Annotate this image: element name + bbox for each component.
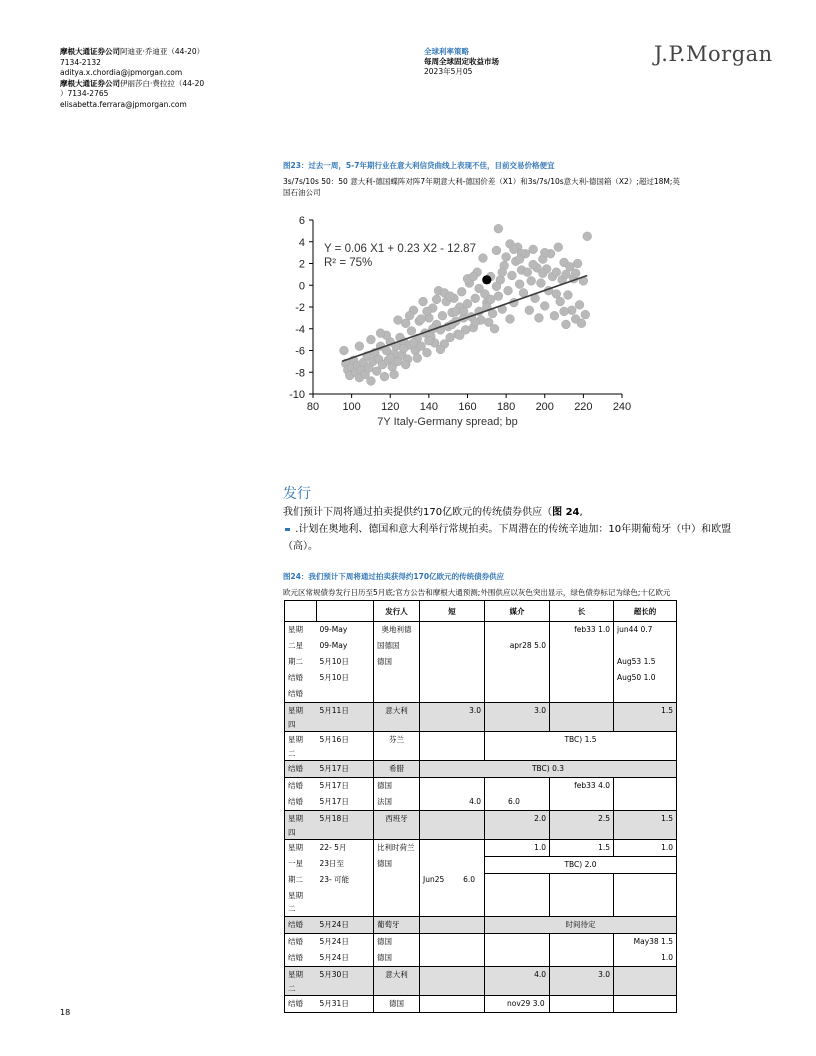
ultra-cell	[614, 967, 677, 996]
span-cell: TBC) 2.0	[485, 857, 677, 874]
y-tick-label: 2	[298, 258, 305, 271]
span-cell: 时间待定	[485, 917, 677, 934]
medium-cell: 3.0	[485, 703, 550, 732]
x-axis-label: 7Y Italy-Germany spread; bp	[377, 416, 518, 428]
medium-cell: nov29 3.0	[485, 996, 550, 1013]
y-tick-label: -10	[289, 389, 305, 401]
data-point	[376, 329, 385, 338]
data-point	[508, 271, 517, 280]
data-point	[535, 313, 544, 322]
data-point	[529, 245, 538, 254]
data-point	[552, 290, 561, 299]
data-point	[536, 279, 545, 288]
data-point	[340, 346, 349, 355]
ultra-cell	[614, 778, 677, 811]
header-medium: 媒介	[485, 601, 550, 622]
data-point	[455, 331, 464, 340]
data-point	[560, 307, 569, 316]
table-row	[285, 840, 677, 857]
date-cell: 5月11日	[317, 703, 374, 732]
data-point	[552, 268, 561, 277]
data-point	[367, 377, 376, 386]
data-point	[436, 345, 445, 354]
ultra-cell: 1.5	[614, 811, 677, 840]
date-cell: 5月30日	[317, 967, 374, 996]
data-point	[554, 243, 563, 252]
data-point	[573, 259, 582, 268]
analyst-block	[60, 47, 204, 110]
long-cell: feb33 1.0	[550, 622, 614, 703]
data-point	[515, 255, 524, 264]
data-point	[506, 315, 515, 324]
day-cell: 星期 二	[285, 967, 317, 996]
x-tick-label: 160	[458, 401, 477, 413]
data-point	[502, 253, 511, 262]
data-point	[355, 342, 364, 351]
day-cell: 结婚	[285, 950, 317, 967]
figure-24-title: 图24：我们预计下周将通过拍卖获得约170亿欧元的传统债券供应	[283, 572, 505, 581]
short-cell	[420, 996, 485, 1013]
analyst-1-phone: 7134-2132	[60, 57, 101, 67]
day-cell: 星期 一星 期二 星期 二	[285, 840, 317, 917]
short-cell	[420, 917, 485, 934]
header-ultra-long: 超长的	[614, 601, 677, 622]
data-point	[469, 272, 478, 281]
long-cell: 1.5	[550, 840, 614, 857]
data-point	[492, 246, 501, 255]
page-number: 18	[60, 1008, 71, 1017]
x-tick-label: 200	[535, 401, 554, 413]
bullet-marker	[285, 528, 290, 531]
data-point	[525, 306, 534, 315]
data-point	[409, 338, 418, 347]
short-cell	[420, 622, 485, 703]
jpmorgan-logo: J.P.Morgan	[654, 42, 773, 66]
issuer-cell: 意大利	[374, 967, 420, 996]
x-tick-label: 220	[574, 401, 593, 413]
day-cell: 星期 二	[285, 732, 317, 761]
short-cell: Jun25 6.0	[420, 840, 485, 917]
table-header-row	[285, 601, 677, 622]
data-point	[438, 311, 447, 320]
day-cell: 结婚	[285, 794, 317, 811]
header-issuer: 发行人	[374, 601, 420, 622]
analyst-2-name: 摩根大通证券公司伊丽莎白·费拉拉（44-20	[60, 78, 205, 88]
analyst-1-email[interactable]: aditya.x.chordia@jpmorgan.com	[60, 68, 183, 77]
ultra-cell: 1.0	[614, 840, 677, 857]
issuer-cell: 德国	[374, 950, 420, 967]
header-long: 长	[550, 601, 614, 622]
data-point	[562, 270, 571, 279]
table-row	[285, 934, 677, 951]
data-point	[504, 286, 513, 295]
table-row	[285, 778, 677, 795]
data-point	[446, 292, 455, 301]
data-point	[399, 344, 408, 353]
ultra-cell: jun44 0.7 Aug53 1.5 Aug50 1.0	[614, 622, 677, 703]
table-row	[285, 917, 677, 934]
y-tick-label: -8	[295, 367, 305, 380]
data-point	[523, 268, 532, 277]
data-point	[419, 297, 428, 306]
header-day	[285, 601, 317, 622]
data-point	[540, 302, 549, 311]
short-cell	[420, 967, 485, 996]
date-cell: 5月24日	[317, 917, 374, 934]
issuer-cell: 德国	[374, 996, 420, 1013]
day-cell: 结婚	[285, 996, 317, 1013]
data-point	[459, 307, 468, 316]
y-tick-label: 6	[298, 215, 305, 227]
medium-cell	[485, 874, 550, 917]
date-cell: 5月18日	[317, 811, 374, 840]
data-point	[405, 311, 414, 320]
day-cell: 结婚	[285, 917, 317, 934]
data-point	[380, 372, 389, 381]
data-point	[457, 287, 466, 296]
figure-24-subtitle: 欧元区常规债券发行日历至5月底;官方公告和摩根大通预测;外围供应以灰色突出显示，绿色债券标记为绿色;十亿欧元	[283, 588, 671, 597]
ultra-cell	[614, 996, 677, 1013]
data-point	[423, 307, 432, 316]
data-point	[540, 248, 549, 257]
issuer-cell: 西班牙	[374, 811, 420, 840]
data-point	[471, 294, 480, 303]
medium-cell	[485, 934, 550, 967]
report-date: 2023年5月05	[424, 67, 473, 76]
x-tick-label: 140	[419, 401, 439, 413]
issuer-cell: 希腊	[374, 761, 420, 778]
data-point	[386, 354, 395, 363]
ultra-cell: 1.5	[614, 703, 677, 732]
long-cell	[550, 874, 614, 917]
span-cell: TBC) 1.5	[485, 732, 677, 761]
x-tick-label: 120	[381, 401, 400, 413]
data-point	[394, 316, 403, 325]
issuer-cell: 法国	[374, 794, 420, 811]
issuer-cell: 德国	[374, 778, 420, 795]
figure-23-subtitle: 3s/7s/10s 50：50 意大利-德国蝶阵对阵7年期意大利-德国价差（X1）和3s/7s/10s意大利-德国箱（X2）;超过18M;英国石油公司	[283, 177, 680, 197]
data-point	[424, 336, 433, 345]
regression-equation: Y = 0.06 X1 + 0.23 X2 - 12.87	[324, 243, 476, 255]
issuer-cell: 比利时荷兰 德国	[374, 840, 420, 917]
date-cell: 5月24日	[317, 934, 374, 951]
date-cell: 5月31日	[317, 996, 374, 1013]
header-date	[317, 601, 374, 622]
table-row	[285, 996, 677, 1013]
data-point	[583, 232, 592, 241]
data-point	[479, 254, 488, 263]
data-point	[490, 324, 499, 333]
analyst-2-phone: ）7134-2765	[60, 89, 109, 98]
data-point	[471, 318, 480, 327]
data-point	[417, 315, 426, 324]
issuance-table	[284, 600, 677, 1013]
analyst-2-email[interactable]: elisabetta.ferrara@jpmorgan.com	[60, 99, 187, 109]
medium-cell: 4.0	[485, 967, 550, 996]
y-tick-label: 4	[298, 236, 305, 249]
data-point	[562, 320, 571, 329]
data-point	[527, 277, 536, 286]
table-row	[285, 732, 677, 761]
data-point	[390, 370, 399, 379]
data-point	[498, 268, 507, 277]
y-tick-label: 0	[298, 280, 305, 293]
issuance-paragraph: 我们预计下周将通过拍卖提供约170亿欧元的传统债券供应（图 24, .计划在奥地利、德国和意大利举行常规拍卖。下周潜在的传统辛迪加：10年期葡萄牙（中）和欧盟（高）。	[283, 507, 732, 552]
report-title: 全球利率策略	[424, 47, 469, 56]
date-cell: 5月17日	[317, 778, 374, 795]
day-cell: 结婚	[285, 934, 317, 951]
issuer-cell: 芬兰	[374, 732, 420, 761]
day-cell: 星期 四	[285, 811, 317, 840]
section-title: 发行	[283, 486, 311, 502]
issuer-cell: 葡萄牙	[374, 917, 420, 934]
medium-cell: apr28 5.0	[485, 622, 550, 703]
date-cell: 5月16日	[317, 732, 374, 761]
x-tick-label: 100	[342, 401, 361, 413]
issuer-cell: 意大利	[374, 703, 420, 732]
data-point	[564, 291, 573, 300]
issuer-cell: 奥地利德 国德国 德国	[374, 622, 420, 703]
short-cell: 4.0	[420, 778, 485, 811]
data-point	[367, 335, 376, 344]
short-cell	[420, 934, 485, 967]
day-cell: 星期 四	[285, 703, 317, 732]
date-cell: 5月17日	[317, 761, 374, 778]
long-cell: feb33 4.0	[550, 778, 614, 811]
span-cell: TBC) 0.3	[420, 761, 677, 778]
long-cell: 3.0	[550, 967, 614, 996]
data-point	[567, 306, 576, 315]
data-point	[571, 269, 580, 278]
data-point	[423, 348, 432, 357]
y-tick-label: -6	[295, 345, 305, 358]
short-cell	[420, 732, 485, 761]
long-cell	[550, 934, 614, 967]
data-point	[494, 224, 503, 233]
data-point	[538, 269, 547, 278]
r-squared-label: R² = 75%	[324, 257, 373, 269]
date-cell: 5月17日	[317, 794, 374, 811]
day-cell: 结婚	[285, 778, 317, 795]
data-point	[475, 284, 484, 293]
table-row	[285, 811, 677, 840]
long-cell	[550, 996, 614, 1013]
data-point	[575, 300, 584, 309]
short-cell: 3.0	[420, 703, 485, 732]
long-cell: 2.5	[550, 811, 614, 840]
data-point	[492, 282, 501, 291]
x-tick-label: 180	[496, 401, 516, 413]
table-row	[285, 761, 677, 778]
medium-cell: 2.0	[485, 811, 550, 840]
latest-point	[482, 275, 491, 284]
date-cell: 5月24日	[317, 950, 374, 967]
data-point	[550, 311, 559, 320]
date-cell: 22- 5月 23日至 23- 可能	[317, 840, 374, 917]
table-row	[285, 703, 677, 732]
day-cell: 星期 二星 期二 结婚 结婚	[285, 622, 317, 703]
day-cell: 结婚	[285, 761, 317, 778]
data-point	[432, 295, 441, 304]
x-tick-label: 240	[612, 401, 632, 413]
analyst-1-name: 摩根大通证券公司阿迪亚·乔迪亚（44-20）	[60, 47, 205, 56]
long-cell	[550, 703, 614, 732]
data-point	[515, 280, 524, 289]
date-cell: 09-May 09-May 5月10日 5月10日	[317, 622, 374, 703]
medium-cell: 1.0	[485, 840, 550, 857]
scatter-chart	[270, 205, 650, 450]
data-point	[581, 310, 590, 319]
figure-23-title: 图23：过去一周，5-7年期行业在意大利信贷曲线上表现不佳，目前交易价格便宜	[283, 161, 555, 170]
x-tick-label: 80	[306, 401, 320, 413]
report-subtitle: 每周全球固定收益市场	[424, 57, 499, 66]
data-point	[413, 354, 422, 363]
data-point	[401, 360, 410, 369]
short-cell	[420, 811, 485, 840]
issuer-cell: 德国	[374, 934, 420, 951]
ultra-cell: May38 1.5 1.0	[614, 934, 677, 967]
y-tick-label: -2	[295, 302, 305, 314]
data-point	[407, 327, 416, 336]
report-header	[424, 47, 499, 77]
ultra-cell	[614, 874, 677, 917]
header-short: 短	[420, 601, 485, 622]
y-tick-label: -4	[295, 323, 305, 336]
data-point	[577, 319, 586, 328]
table-row	[285, 967, 677, 996]
data-point	[509, 245, 518, 254]
medium-cell: 6.0	[485, 778, 550, 811]
data-point	[529, 260, 538, 269]
